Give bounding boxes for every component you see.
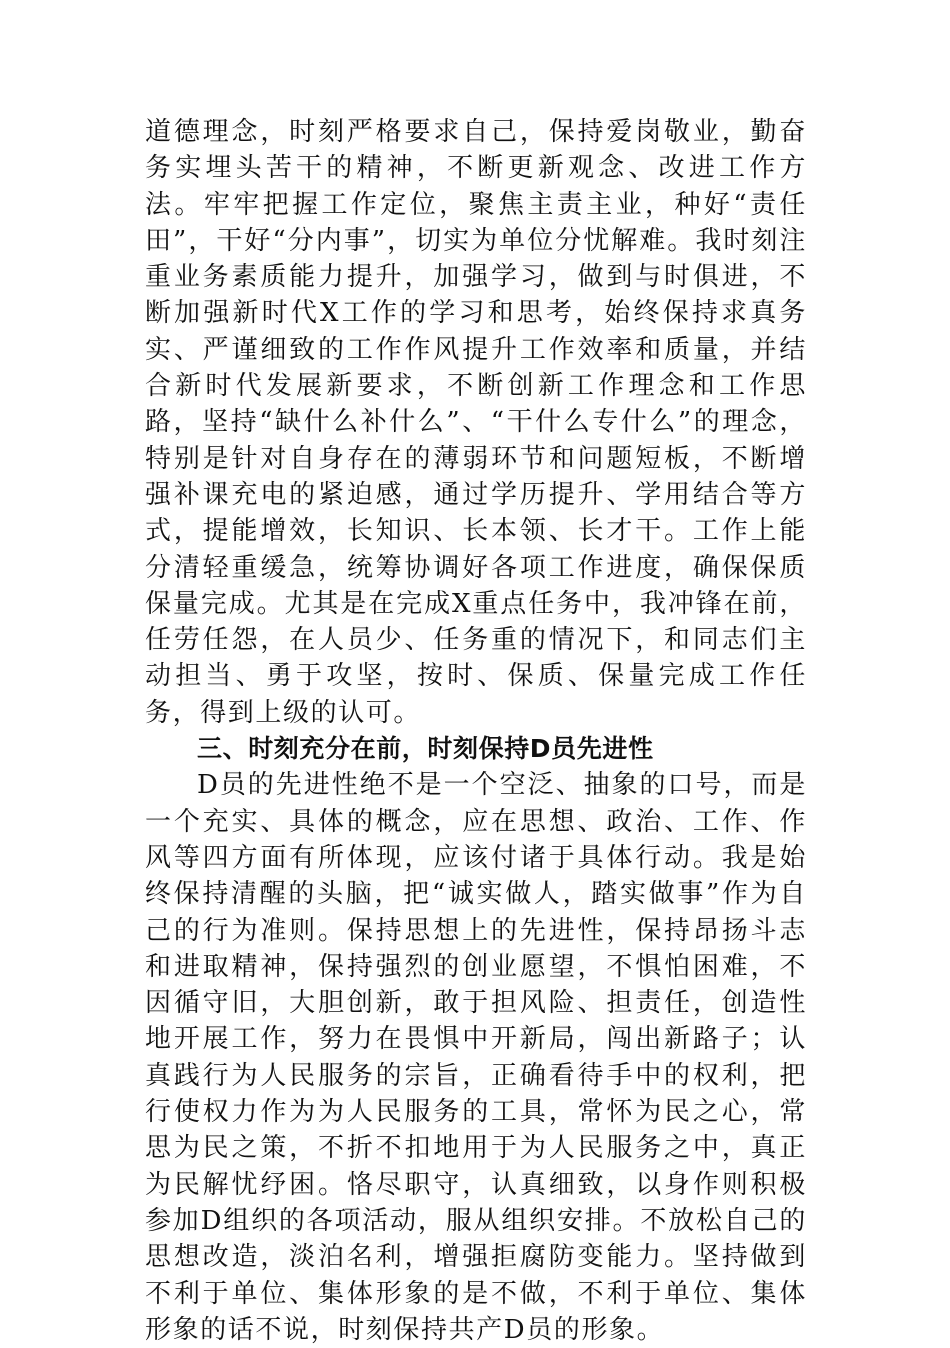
paragraph-section-three: D员的先进性绝不是一个空泛、抽象的口号，而是一个充实、具体的概念，应在思想、政治、工作、作风等四方面有所体现，应该付诸于具体行动。我是始终保持清醒的头脑，把“诚实做人，踏实做事”作为自己的行为准则。保持思想上的先进性，保持昂扬斗志和进取精神，保持强烈的创业愿望，不惧怕困难，不因循守旧，大胆创新，敢于担风险、担责任，创造性地开展工作，努力在畏惧中开新局，闯出新路子；认真践行为人民服务的宗旨，正确看待手中的权利，把行使权力作为为人民服务的工具，常怀为民之心，常思为民之策，不折不扣地用于为人民服务之中，真正为民解忧纾困。恪尽职守，认真细致，以身作则积极参加D组织的各项活动，服从组织安排。不放松自己的思想改造，淡泊名利，增强拒腐防变能力。坚持做到不利于单位、集体形象的是不做，不利于单位、集体形象的话不说，时刻保持共产D员的形象。 [145,770,807,1345]
section-heading: 三、时刻充分在前，时刻保持D员先进性 [197,734,654,764]
document-page [145,114,807,1348]
paragraph-continuation: 道德理念，时刻严格要求自己，保持爱岗敬业，勤奋务实埋头苦干的精神，不断更新观念、改进工作方法。牢牢把握工作定位，聚焦主责主业，种好“责任田”，干好“分内事”，切实为单位分忧解难。我时刻注重业务素质能力提升，加强学习，做到与时俱进，不断加强新时代X工作的学习和思考，始终保持求真务实、严谨细致的工作作风提升工作效率和质量，并结合新时代发展新要求，不断创新工作理念和工作思路，坚持“缺什么补什么”、“干什么专什么”的理念，特别是针对自身存在的薄弱环节和问题短板，不断增强补课充电的紧迫感，通过学历提升、学用结合等方式，提能增效，长知识、长本领、长才干。工作上能分清轻重缓急，统筹协调好各项工作进度，确保保质保量完成。尤其是在完成X重点任务中，我冲锋在前，任劳任怨，在人员少、任务重的情况下，和同志们主动担当、勇于攻坚，按时、保质、保量完成工作任务，得到上级的认可。 [145,117,807,728]
